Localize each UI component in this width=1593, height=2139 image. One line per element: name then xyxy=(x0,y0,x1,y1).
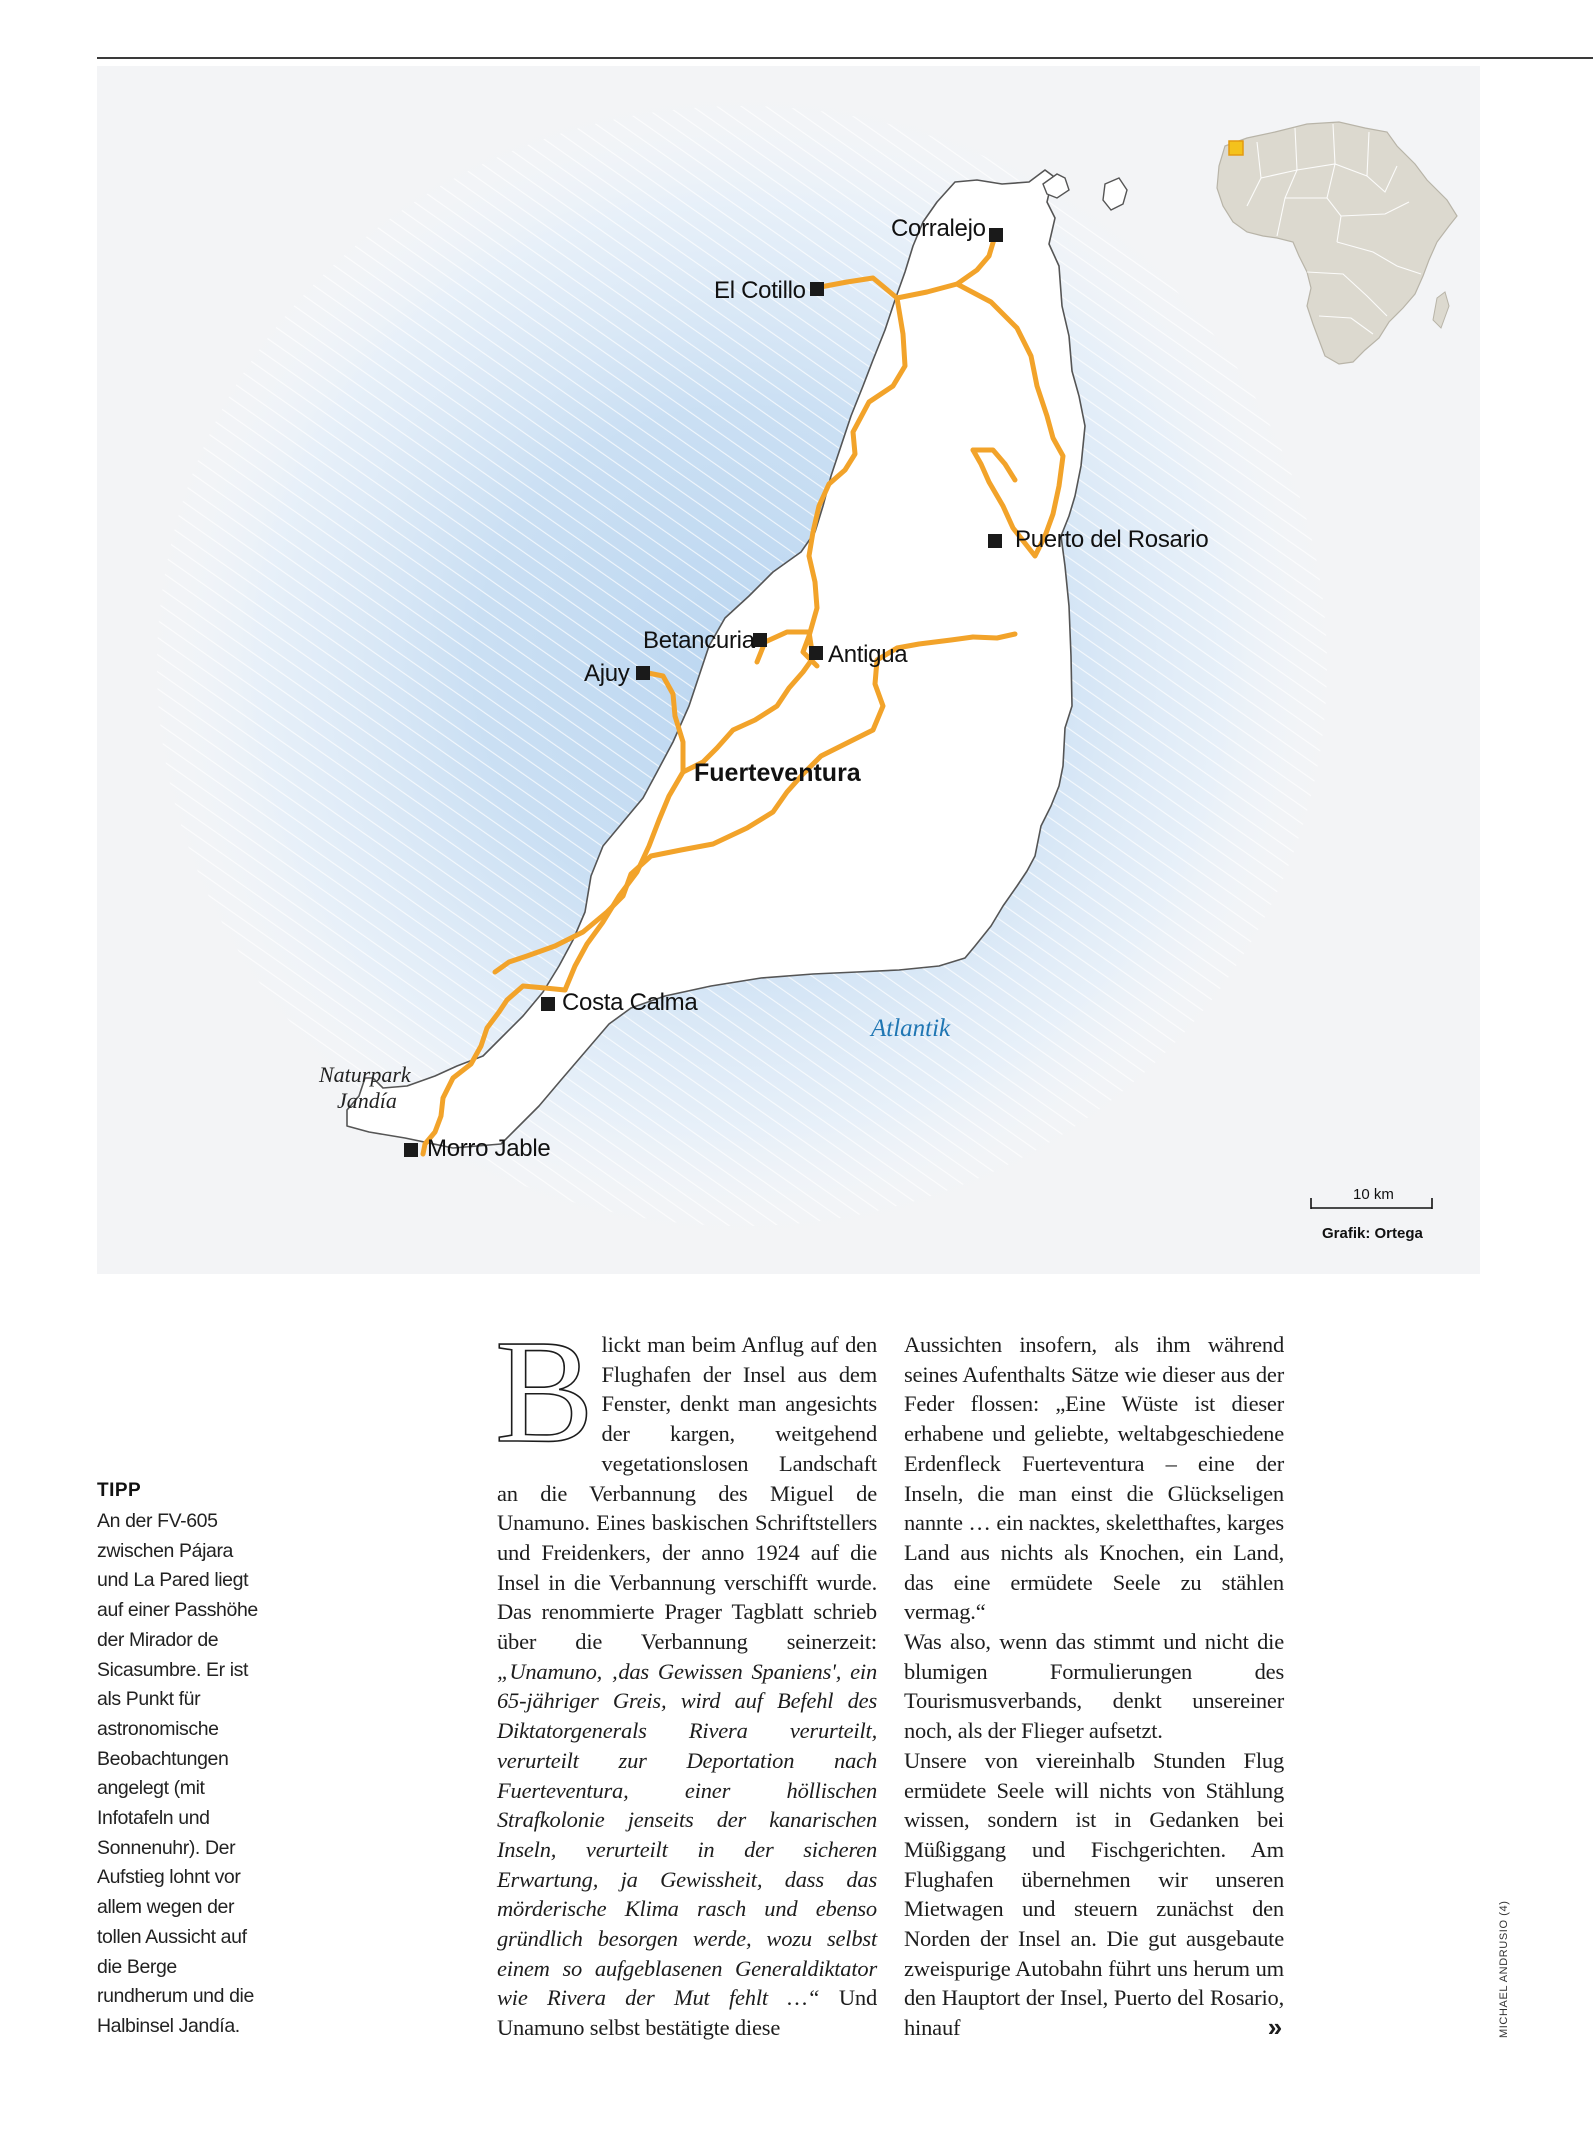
tipp-box xyxy=(97,1480,297,2042)
label-atlantik: Atlantik xyxy=(871,1015,951,1042)
article-quote: „Unamuno, ‚das Gewissen Spaniens', ein 65-jähriger Greis, wird auf Befehl des Diktatorgenerals Rivera verurteilt, verurteilt zur Deportation nach Fuerteventura, einer höllischen Strafkolonie jenseits der kanarischen Inseln, verurteilt in der sicheren Erwartung, ja Gewissheit, dass das mörderische Klima rasch und ebenso gründlich besorgen werde, wozu selbst einem so aufgeblasenen Generaldiktator wie Rivera der Mut fehlt …“ xyxy=(497,1658,877,2011)
tipp-body xyxy=(97,1507,297,2042)
label-el-cotillo: El Cotillo xyxy=(714,277,806,304)
marker-corralejo xyxy=(989,228,1003,242)
tipp-line: angelegt (mit xyxy=(97,1777,205,1800)
tipp-line: auf einer Passhöhe xyxy=(97,1599,258,1622)
tipp-line: Sonnenuhr). Der xyxy=(97,1836,236,1859)
tipp-line: Halbinsel Jandía. xyxy=(97,2014,240,2037)
marker-costa-calma xyxy=(541,997,555,1011)
tipp-line: Beobachtungen xyxy=(97,1747,229,1770)
marker-puerto-del-rosario xyxy=(988,534,1002,548)
tipp-line: Sicasumbre. Er ist xyxy=(97,1658,249,1681)
marker-betancuria xyxy=(753,633,767,647)
tipp-line: Infotafeln und xyxy=(97,1807,210,1830)
marker-ajuy xyxy=(636,666,650,680)
tipp-line: der Mirador de xyxy=(97,1628,219,1651)
label-costa-calma: Costa Calma xyxy=(562,989,698,1016)
label-jandia: Jandía xyxy=(337,1088,397,1113)
label-naturpark: Naturpark xyxy=(319,1062,411,1087)
photo-credit: MICHAEL ANDRUSIO (4) xyxy=(1498,1900,1510,2038)
top-rule xyxy=(97,57,1593,59)
location-highlight xyxy=(1229,141,1243,155)
article-paragraph-3: Was also, wenn das stimmt und nicht die blumigen Formulierungen des Tourismusverbands, denkt unsereiner noch, als der Flieger aufsetzt. xyxy=(904,1629,1284,1744)
article-intro: lickt man beim Anflug auf den Flughafen der Insel aus dem Fenster, denkt man angesichts der kargen, weitgehend vegetationslosen Landschaft an die Verbannung des Miguel de Unamuno. Eines baskischen Schriftstellers und Freidenkers, der anno 1924 auf die Insel in die Verbannung verschifft wurde. Das renommierte Prager Tagblatt schrieb über die Verbannung seinerzeit: xyxy=(497,1332,877,1655)
graphic-credit: Grafik: Ortega xyxy=(1322,1225,1423,1242)
tipp-line: allem wegen der xyxy=(97,1896,235,1919)
tipp-line: An der FV-605 xyxy=(97,1510,218,1532)
tipp-line: zwischen Pájara xyxy=(97,1539,233,1562)
article-paragraph-4 xyxy=(904,1746,1284,2043)
tipp-heading: TIPP xyxy=(97,1480,142,1501)
fuerteventura-map xyxy=(97,66,1480,1274)
label-ajuy: Ajuy xyxy=(584,660,630,687)
marker-morro-jable xyxy=(404,1143,418,1157)
article-paragraph-4-text: Unsere von viereinhalb Stunden Flug ermüdete Seele will nichts von Stählung wissen, sondern ist in Gedanken bei Müßiggang und Fischgerichten. Am Flughafen übernehmen wir unseren Mietwagen und steuern zunächst den Norden der Insel an. Die gut ausgebaute zweispurige Autobahn führt uns herum um den Hauptort der Insel, Puerto del Rosario, hinauf xyxy=(904,1747,1284,2041)
scale-label: 10 km xyxy=(1353,1186,1394,1203)
tipp-line: tollen Aussicht auf xyxy=(97,1925,247,1948)
article-column-2 xyxy=(904,1330,1284,2043)
label-corralejo: Corralejo xyxy=(891,215,986,242)
article-column-1 xyxy=(495,1310,877,2043)
tipp-line: und La Pared liegt xyxy=(97,1569,249,1592)
article-col1-outro: Und Unamuno selbst bestätigte diese xyxy=(497,1985,877,2041)
continue-arrow-icon: » xyxy=(1267,2012,1282,2043)
tipp-line: astronomische xyxy=(97,1717,219,1740)
label-antigua: Antigua xyxy=(828,641,908,668)
drop-cap: B xyxy=(495,1310,594,1474)
tipp-line: rundherum und die xyxy=(97,1985,254,2008)
tipp-line: Aufstieg lohnt vor xyxy=(97,1866,241,1889)
map-graphic xyxy=(97,66,1480,1274)
label-fuerteventura: Fuerteventura xyxy=(694,759,861,787)
label-betancuria: Betancuria xyxy=(643,627,755,654)
marker-antigua xyxy=(809,646,823,660)
article-paragraph-1 xyxy=(495,1310,877,2043)
tipp-line: die Berge xyxy=(97,1955,177,1978)
label-morro-jable: Morro Jable xyxy=(427,1135,551,1162)
label-puerto-del-rosario: Puerto del Rosario xyxy=(1015,526,1209,553)
marker-el-cotillo xyxy=(810,282,824,296)
tipp-line: als Punkt für xyxy=(97,1688,201,1711)
article-paragraph-2: Aussichten insofern, als ihm während seines Aufenthalts Sätze wie dieser aus der Feder flossen: „Eine Wüste ist dieser erhabene und geliebte, weltabgeschiedene Erdenfleck Fuerteventura – eine der Inseln, die man einst die Glückseligen nannte … ein nacktes, skeletthaftes, karges Land aus nichts als Knochen, ein Land, das eine ermüdete Seele zu stählen vermag.“ xyxy=(904,1332,1284,1625)
